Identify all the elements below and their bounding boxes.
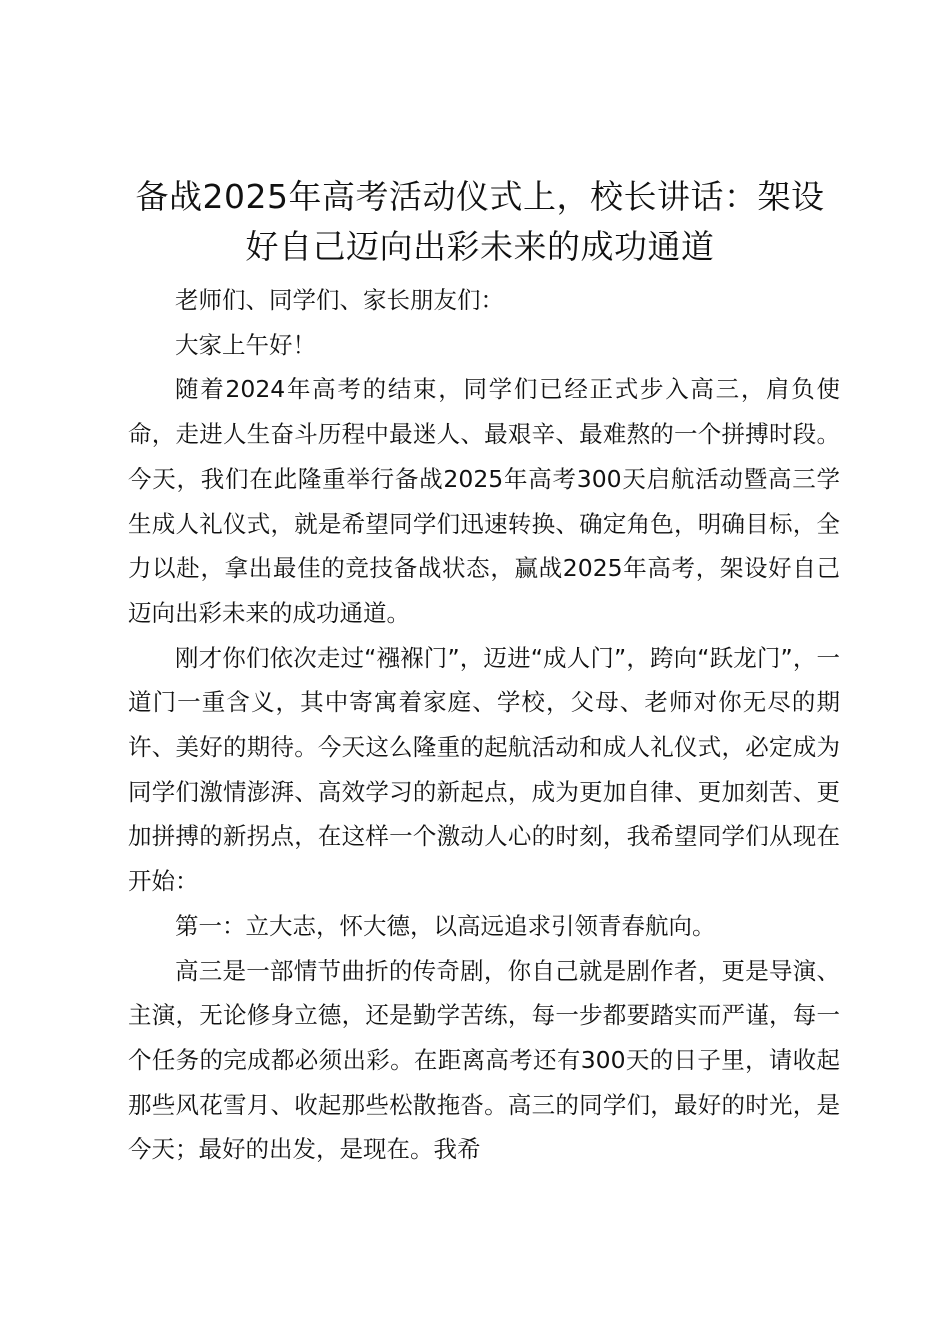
section-heading-paragraph: 第一：立大志，怀大德，以高远追求引领青春航向。 [175, 911, 716, 940]
body-paragraph: 刚才你们依次走过“襁褓门”，迈进“成人门”，跨向“跃龙门”，一道门一重含义，其中寄寓着家庭、学校，父母、老师对你无尽的期许、美好的期待。今天这么隆重的起航活动和成人礼仪式，必定成为同学们激情澎湃、高效学习的新起点，成为更加自律、更加刻苦、更加拼搏的新拐点，在这样一个激动人心的时刻，我希望同学们从现在开始： [128, 643, 840, 896]
document-title: 备战2025年高考活动仪式上，校长讲话：架设好自己迈向出彩未来的成功通道 [135, 177, 825, 266]
body-paragraph: 高三是一部情节曲折的传奇剧，你自己就是剧作者，更是导演、主演，无论修身立德，还是勤学苦练，每一步都要踏实而严谨，每一个任务的完成都必须出彩。在距离高考还有300天的日子里，请收起那些风花雪月、收起那些松散拖沓。高三的同学们，最好的时光，是今天；最好的出发，是现在。我希 [128, 956, 840, 1164]
salutation-paragraph: 老师们、同学们、家长朋友们： [175, 286, 504, 314]
document-body [128, 278, 840, 1172]
body-paragraph: 随着2024年高考的结束，同学们已经正式步入高三，肩负使命，走进人生奋斗历程中最迷人、最艰辛、最难熬的一个拼搏时段。今天，我们在此隆重举行备战2025年高考300天启航活动暨高三学生成人礼仪式，就是希望同学们迅速转换、确定角色，明确目标，全力以赴，拿出最佳的竞技备战状态，赢战2025年高考，架设好自己迈向出彩未来的成功通道。 [128, 375, 840, 627]
greeting-paragraph: 大家上午好！ [175, 330, 316, 359]
